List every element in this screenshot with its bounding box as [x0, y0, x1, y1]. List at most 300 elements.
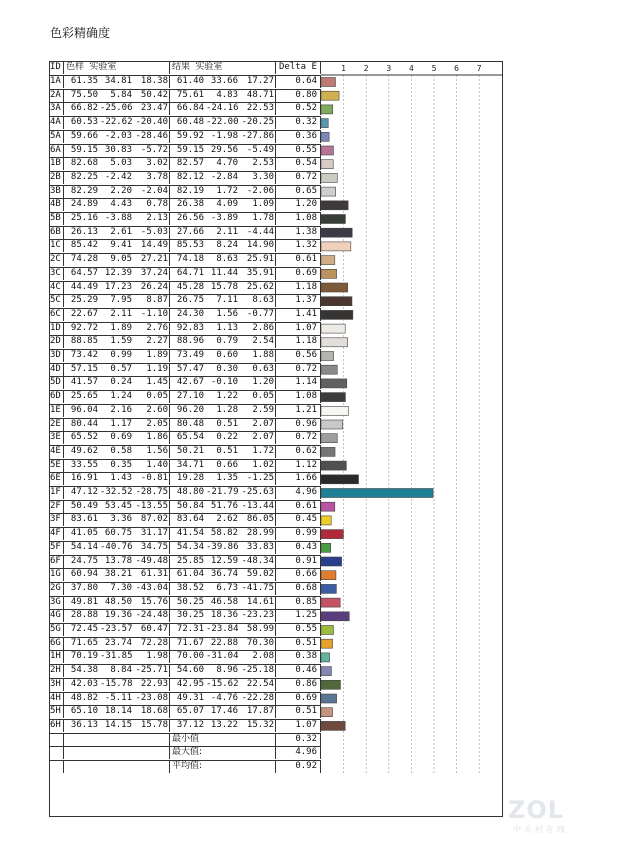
- delta-e-value: 0.72: [276, 171, 321, 184]
- row-divider: [49, 692, 321, 693]
- row-id: 1G: [49, 568, 64, 581]
- reference-value-b: -2.04: [140, 185, 168, 196]
- result-lab-values: [170, 404, 276, 417]
- row-divider: [49, 568, 321, 569]
- row-divider: [49, 445, 321, 446]
- reference-value-b: -28.75: [135, 487, 168, 497]
- table-row: [49, 609, 321, 622]
- row-id: 2E: [49, 418, 64, 431]
- result-lab-values: [170, 253, 276, 266]
- result-lab-values: [170, 609, 276, 622]
- reference-value-b: 1.98: [146, 651, 168, 662]
- row-divider: [49, 664, 321, 665]
- result-lab-values: [170, 308, 276, 321]
- reference-value-l: 54.14: [70, 541, 98, 552]
- row-id: 3E: [49, 431, 64, 444]
- reference-value-b: 31.17: [140, 528, 168, 539]
- reference-value-b: -28.46: [135, 130, 168, 141]
- watermark-logo: ZOL: [508, 796, 565, 824]
- reference-lab-values: [64, 445, 170, 458]
- row-id: 4F: [49, 527, 64, 540]
- delta-e-value: 0.86: [276, 678, 321, 691]
- reference-value-a: -25.06: [100, 103, 133, 114]
- result-value-l: 80.48: [176, 418, 204, 429]
- row-divider: [49, 308, 321, 309]
- row-divider: [49, 623, 321, 624]
- result-lab-values: [170, 678, 276, 691]
- page-title: 色彩精确度: [50, 26, 111, 40]
- result-lab-values: [170, 130, 276, 143]
- summary-empty: [49, 746, 64, 759]
- reference-value-a: -22.62: [100, 117, 133, 128]
- result-value-l: 72.31: [176, 624, 204, 634]
- result-value-l: 49.31: [176, 692, 204, 703]
- reference-value-a: 30.83: [104, 144, 132, 155]
- summary-row: [49, 746, 321, 759]
- reference-lab-values: [64, 459, 170, 472]
- header-id: ID: [49, 61, 64, 74]
- result-value-b: 1.88: [252, 350, 274, 360]
- table-row: [49, 459, 321, 472]
- result-value-b: 0.05: [252, 391, 274, 402]
- table-row: [49, 445, 321, 458]
- reference-value-l: 74.28: [70, 254, 98, 265]
- delta-e-bar: [321, 269, 337, 278]
- result-value-b: -5.49: [246, 144, 274, 155]
- row-divider: [49, 239, 321, 240]
- reference-lab-values: [64, 719, 170, 732]
- result-value-a: 22.88: [210, 637, 238, 648]
- row-id: 4G: [49, 609, 64, 622]
- reference-value-a: -2.42: [104, 171, 132, 182]
- result-value-b: 1.20: [252, 377, 274, 388]
- result-value-l: 42.95: [176, 678, 204, 689]
- table-row: [49, 267, 321, 280]
- reference-value-b: -13.55: [135, 500, 168, 511]
- delta-e-value: 0.45: [276, 513, 321, 526]
- row-id: 6D: [49, 390, 64, 403]
- delta-e-value: 0.72: [276, 431, 321, 444]
- row-id: 2H: [49, 664, 64, 677]
- result-value-a: -15.62: [206, 678, 239, 689]
- result-lab-values: [170, 157, 276, 170]
- delta-e-bar: [321, 173, 337, 182]
- x-tick-label: 6: [454, 64, 460, 73]
- table-row: [49, 102, 321, 115]
- reference-value-b: 37.24: [140, 267, 168, 278]
- result-value-l: 50.84: [176, 500, 204, 511]
- reference-value-a: 1.59: [110, 336, 132, 347]
- reference-value-a: -40.76: [100, 541, 133, 552]
- result-lab-values: [170, 623, 276, 636]
- result-value-a: -3.89: [210, 213, 238, 223]
- result-value-a: 2.11: [216, 226, 238, 237]
- result-lab-values: [170, 335, 276, 348]
- row-id: 4D: [49, 363, 64, 376]
- row-divider: [49, 555, 321, 556]
- row-id: 6H: [49, 719, 64, 732]
- row-divider: [49, 294, 321, 295]
- reference-value-l: 72.45: [70, 624, 98, 634]
- table-row: [49, 664, 321, 677]
- reference-value-l: 71.65: [70, 637, 98, 648]
- result-lab-values: [170, 212, 276, 225]
- delta-e-bar: [321, 502, 335, 511]
- result-value-b: 25.62: [246, 281, 274, 292]
- result-value-b: 70.30: [246, 637, 274, 648]
- reference-lab-values: [64, 212, 170, 225]
- table-row: [49, 363, 321, 376]
- row-divider: [49, 349, 321, 350]
- reference-value-a: 9.41: [110, 240, 132, 251]
- row-id: 2G: [49, 582, 64, 595]
- delta-e-bar: [321, 105, 333, 114]
- summary-row: [49, 733, 321, 746]
- result-value-a: 1.72: [216, 185, 238, 196]
- result-value-b: 58.99: [246, 624, 274, 634]
- reference-value-b: 1.56: [146, 445, 168, 456]
- reference-value-b: 3.78: [146, 171, 168, 182]
- result-value-b: 15.32: [246, 719, 274, 730]
- result-value-b: -25.18: [241, 665, 274, 676]
- result-value-l: 50.25: [176, 596, 204, 607]
- reference-lab-values: [64, 185, 170, 198]
- reference-value-b: -43.04: [135, 582, 168, 593]
- result-value-l: 57.47: [176, 363, 204, 374]
- delta-e-bar: [321, 91, 339, 100]
- row-id: 2C: [49, 253, 64, 266]
- reference-lab-values: [64, 418, 170, 431]
- result-value-l: 82.19: [176, 185, 204, 196]
- delta-e-value: 1.14: [276, 376, 321, 389]
- result-lab-values: [170, 650, 276, 663]
- reference-lab-values: [64, 692, 170, 705]
- table-row: [49, 541, 321, 554]
- result-value-a: 8.96: [216, 665, 238, 676]
- reference-value-a: 7.95: [110, 295, 132, 306]
- result-value-b: -23.23: [241, 610, 274, 621]
- delta-e-value: 1.12: [276, 459, 321, 472]
- reference-value-b: 26.24: [140, 281, 168, 292]
- reference-value-l: 36.13: [70, 719, 98, 730]
- reference-value-a: 2.20: [110, 185, 132, 196]
- result-value-a: 0.66: [216, 459, 238, 470]
- row-divider: [49, 513, 321, 514]
- result-value-l: 83.64: [176, 514, 204, 525]
- result-lab-values: [170, 376, 276, 389]
- result-lab-values: [170, 637, 276, 650]
- table-row: [49, 185, 321, 198]
- result-value-b: -0.77: [246, 308, 274, 319]
- row-divider: [49, 472, 321, 473]
- table-row: [49, 513, 321, 526]
- reference-lab-values: [64, 555, 170, 568]
- row-divider: [49, 335, 321, 336]
- result-value-a: 2.62: [216, 514, 238, 525]
- reference-lab-values: [64, 376, 170, 389]
- reference-value-l: 59.66: [70, 130, 98, 141]
- reference-lab-values: [64, 89, 170, 102]
- result-value-l: 61.04: [176, 569, 204, 580]
- reference-value-l: 49.81: [70, 596, 98, 607]
- reference-value-b: 2.76: [146, 322, 168, 333]
- reference-lab-values: [64, 267, 170, 280]
- delta-e-bar: [321, 160, 333, 169]
- result-value-a: -24.16: [206, 103, 239, 114]
- reference-value-b: 2.05: [146, 418, 168, 429]
- delta-e-bar: [321, 406, 348, 415]
- reference-lab-values: [64, 102, 170, 115]
- table-row: [49, 322, 321, 335]
- result-lab-values: [170, 390, 276, 403]
- table-row: [49, 486, 321, 499]
- reference-value-a: 1.24: [110, 391, 132, 402]
- reference-value-b: 18.38: [140, 76, 168, 86]
- delta-e-value: 1.32: [276, 239, 321, 252]
- delta-e-bar: [321, 489, 433, 498]
- result-lab-values: [170, 89, 276, 102]
- result-value-b: 14.90: [246, 240, 274, 251]
- delta-e-bar: [321, 119, 328, 128]
- reference-value-l: 44.49: [70, 281, 98, 292]
- reference-lab-values: [64, 171, 170, 184]
- result-lab-values: [170, 185, 276, 198]
- result-value-l: 19.28: [176, 473, 204, 484]
- result-value-a: 4.70: [216, 158, 238, 169]
- reference-value-l: 82.68: [70, 158, 98, 169]
- row-divider: [49, 404, 321, 405]
- result-lab-values: [170, 431, 276, 444]
- row-id: 1C: [49, 239, 64, 252]
- table-row: [49, 705, 321, 718]
- result-value-b: -25.63: [241, 487, 274, 497]
- reference-lab-values: [64, 596, 170, 609]
- delta-e-value: 0.51: [276, 637, 321, 650]
- reference-value-a: 12.39: [104, 267, 132, 278]
- table-row: [49, 431, 321, 444]
- summary-label: 平均值:: [170, 760, 276, 773]
- reference-value-a: 0.24: [110, 377, 132, 388]
- row-id: 6B: [49, 226, 64, 239]
- reference-value-l: 66.82: [70, 103, 98, 114]
- reference-value-l: 49.62: [70, 445, 98, 456]
- delta-e-value: 0.85: [276, 596, 321, 609]
- reference-value-b: 34.75: [140, 541, 168, 552]
- result-value-l: 96.20: [176, 404, 204, 415]
- result-lab-values: [170, 102, 276, 115]
- delta-e-bar: [321, 516, 331, 525]
- result-value-l: 74.18: [176, 254, 204, 265]
- delta-e-value: 1.18: [276, 281, 321, 294]
- row-id: 2B: [49, 171, 64, 184]
- reference-lab-values: [64, 322, 170, 335]
- delta-e-bar-chart: [321, 61, 503, 817]
- table-row: [49, 75, 321, 88]
- reference-value-l: 61.35: [70, 76, 98, 86]
- result-value-l: 75.61: [176, 89, 204, 100]
- result-lab-values: [170, 582, 276, 595]
- row-divider: [49, 376, 321, 377]
- reference-lab-values: [64, 664, 170, 677]
- reference-value-l: 92.72: [70, 322, 98, 333]
- result-lab-values: [170, 322, 276, 335]
- reference-lab-values: [64, 513, 170, 526]
- result-value-l: 60.48: [176, 117, 204, 128]
- result-value-b: 22.53: [246, 103, 274, 114]
- header-reference-lab: 色样 实验室: [64, 61, 170, 74]
- delta-e-bar: [321, 132, 329, 141]
- reference-value-b: 1.40: [146, 459, 168, 470]
- reference-value-l: 28.88: [70, 610, 98, 621]
- summary-value: 4.96: [276, 746, 321, 759]
- row-divider: [49, 650, 321, 651]
- row-divider: [49, 527, 321, 528]
- result-lab-values: [170, 239, 276, 252]
- table-row: [49, 171, 321, 184]
- result-value-a: 7.11: [216, 295, 238, 306]
- reference-value-l: 25.16: [70, 213, 98, 223]
- reference-value-a: 0.58: [110, 445, 132, 456]
- result-value-a: -23.84: [206, 624, 239, 634]
- delta-e-bar: [321, 626, 333, 635]
- reference-value-a: 53.45: [104, 500, 132, 511]
- reference-value-l: 82.25: [70, 171, 98, 182]
- row-divider: [49, 678, 321, 679]
- reference-value-b: 60.47: [140, 624, 168, 634]
- row-id: 6A: [49, 144, 64, 157]
- reference-value-b: 2.27: [146, 336, 168, 347]
- reference-value-l: 88.85: [70, 336, 98, 347]
- delta-e-value: 0.38: [276, 650, 321, 663]
- table-row: [49, 418, 321, 431]
- table-row: [49, 281, 321, 294]
- reference-value-a: -5.11: [104, 692, 132, 703]
- delta-e-value: 0.72: [276, 363, 321, 376]
- result-lab-values: [170, 527, 276, 540]
- reference-value-b: 2.13: [146, 213, 168, 223]
- delta-e-bar: [321, 215, 345, 224]
- delta-e-bar: [321, 680, 340, 689]
- result-value-a: 12.59: [210, 555, 238, 566]
- delta-e-value: 0.54: [276, 157, 321, 170]
- result-value-a: -39.86: [206, 541, 239, 552]
- reference-lab-values: [64, 486, 170, 499]
- delta-e-bar: [321, 708, 333, 717]
- delta-e-value: 0.64: [276, 75, 321, 88]
- delta-e-value: 1.21: [276, 404, 321, 417]
- reference-lab-values: [64, 582, 170, 595]
- delta-e-bar: [321, 434, 337, 443]
- zol-watermark: [508, 796, 588, 836]
- summary-empty: [64, 746, 170, 759]
- reference-value-l: 42.03: [70, 678, 98, 689]
- reference-value-a: -2.03: [104, 130, 132, 141]
- reference-lab-values: [64, 541, 170, 554]
- delta-e-bar: [321, 461, 346, 470]
- table-row: [49, 678, 321, 691]
- result-value-l: 70.00: [176, 651, 204, 662]
- result-value-l: 42.67: [176, 377, 204, 388]
- delta-e-value: 1.66: [276, 472, 321, 485]
- delta-e-bar: [321, 667, 331, 676]
- result-value-a: 51.76: [210, 500, 238, 511]
- row-divider: [49, 719, 321, 720]
- watermark-caption: 中关村在线: [513, 825, 568, 834]
- result-lab-values: [170, 144, 276, 157]
- reference-value-l: 73.42: [70, 350, 98, 360]
- reference-value-a: 0.69: [110, 432, 132, 443]
- row-divider: [49, 185, 321, 186]
- delta-e-value: 0.65: [276, 185, 321, 198]
- result-lab-values: [170, 541, 276, 554]
- reference-value-a: 2.16: [110, 404, 132, 415]
- row-id: 3H: [49, 678, 64, 691]
- reference-value-l: 83.61: [70, 514, 98, 525]
- reference-lab-values: [64, 527, 170, 540]
- delta-e-bar: [321, 297, 352, 306]
- reference-lab-values: [64, 472, 170, 485]
- reference-value-l: 60.94: [70, 569, 98, 580]
- result-value-l: 92.83: [176, 322, 204, 333]
- result-value-b: 59.02: [246, 569, 274, 580]
- reference-value-a: 2.11: [110, 308, 132, 319]
- row-divider: [49, 390, 321, 391]
- result-value-a: 36.74: [210, 569, 238, 580]
- reference-value-a: 1.89: [110, 322, 132, 333]
- reference-value-l: 26.13: [70, 226, 98, 237]
- reference-value-l: 54.38: [70, 665, 98, 676]
- delta-e-bar: [321, 584, 336, 593]
- delta-e-bar: [321, 379, 347, 388]
- delta-e-bar: [321, 201, 348, 210]
- reference-lab-values: [64, 623, 170, 636]
- result-value-b: -22.28: [241, 692, 274, 703]
- delta-e-bar: [321, 242, 351, 251]
- result-value-b: -20.25: [241, 117, 274, 128]
- reference-value-b: -20.40: [135, 117, 168, 128]
- delta-e-value: 0.99: [276, 527, 321, 540]
- row-id: 4H: [49, 692, 64, 705]
- reference-value-b: 61.31: [140, 569, 168, 580]
- row-divider: [49, 130, 321, 131]
- reference-value-b: -24.48: [135, 610, 168, 621]
- result-value-l: 82.57: [176, 158, 204, 169]
- reference-value-b: 50.42: [140, 89, 168, 100]
- table-row: [49, 308, 321, 321]
- result-lab-values: [170, 692, 276, 705]
- reference-lab-values: [64, 198, 170, 211]
- reference-value-l: 75.50: [70, 89, 98, 100]
- header-result-lab: 结果 实验室: [170, 61, 276, 74]
- header-delta-e: Delta E: [276, 61, 321, 74]
- delta-e-bar: [321, 571, 336, 580]
- reference-lab-values: [64, 404, 170, 417]
- reference-lab-values: [64, 349, 170, 362]
- table-row: [49, 130, 321, 143]
- row-divider: [49, 486, 321, 487]
- delta-e-value: 1.08: [276, 390, 321, 403]
- result-value-l: 27.10: [176, 391, 204, 402]
- reference-value-a: 0.35: [110, 459, 132, 470]
- reference-value-l: 24.75: [70, 555, 98, 566]
- reference-value-a: 19.36: [104, 610, 132, 621]
- result-value-b: 1.78: [252, 213, 274, 223]
- delta-e-value: 1.18: [276, 335, 321, 348]
- table-row: [49, 212, 321, 225]
- row-id: 2F: [49, 500, 64, 513]
- result-lab-values: [170, 226, 276, 239]
- result-value-l: 26.38: [176, 199, 204, 210]
